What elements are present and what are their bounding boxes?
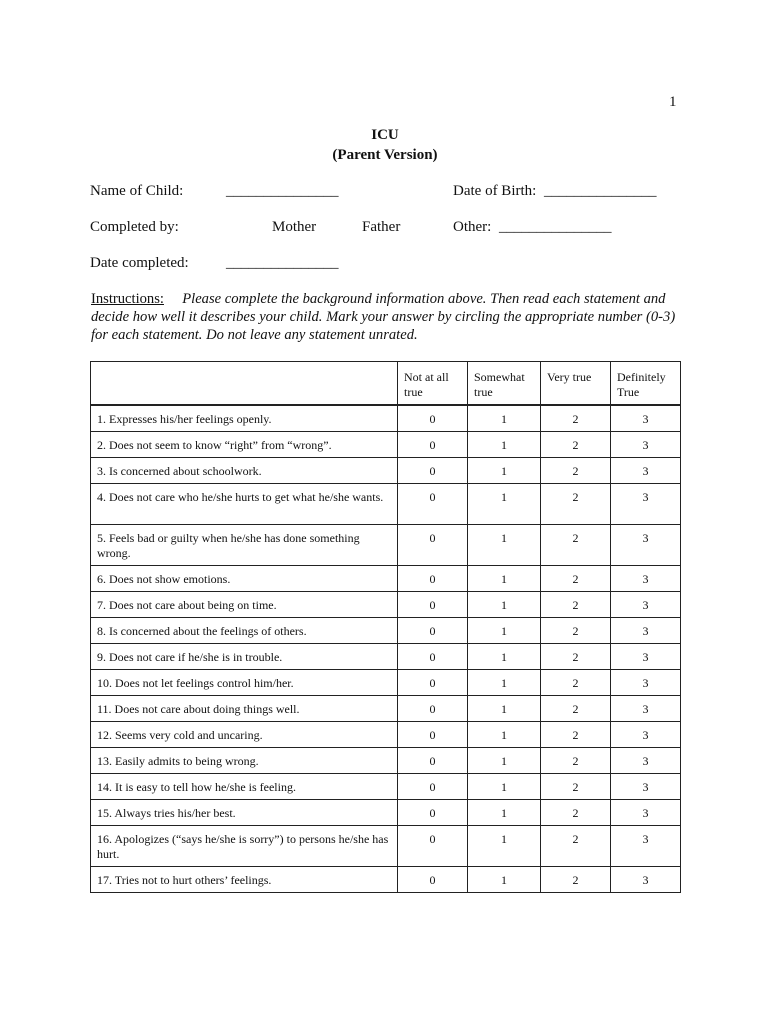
rating-option-0[interactable]: 0 — [398, 695, 468, 721]
rating-option-2[interactable]: 2 — [541, 457, 611, 483]
rating-option-0[interactable]: 0 — [398, 825, 468, 866]
rating-option-1[interactable]: 1 — [468, 721, 541, 747]
rating-option-2[interactable]: 2 — [541, 773, 611, 799]
rating-option-1[interactable]: 1 — [468, 457, 541, 483]
rating-option-3[interactable]: 3 — [611, 721, 681, 747]
date-completed-label: Date completed: — [90, 255, 189, 271]
rating-option-0[interactable]: 0 — [398, 799, 468, 825]
table-header-row — [91, 362, 681, 406]
rating-option-0[interactable]: 0 — [398, 565, 468, 591]
rating-option-2[interactable]: 2 — [541, 799, 611, 825]
instructions-heading: Instructions: — [91, 291, 164, 307]
other-field[interactable]: _______________ — [499, 219, 612, 235]
completed-by-label: Completed by: — [90, 219, 179, 235]
form-subtitle: (Parent Version) — [332, 147, 438, 163]
table-row — [91, 799, 681, 825]
rating-option-1[interactable]: 1 — [468, 825, 541, 866]
table-row — [91, 643, 681, 669]
rating-option-1[interactable]: 1 — [468, 669, 541, 695]
statement-text: 7. Does not care about being on time. — [91, 591, 398, 617]
table-row — [91, 591, 681, 617]
rating-option-1[interactable]: 1 — [468, 565, 541, 591]
table-row — [91, 524, 681, 565]
rating-option-0[interactable]: 0 — [398, 643, 468, 669]
table-row — [91, 773, 681, 799]
rating-option-1[interactable]: 1 — [468, 747, 541, 773]
date-completed-field[interactable]: _______________ — [226, 255, 339, 271]
page-number: 1 — [669, 94, 677, 110]
table-row — [91, 866, 681, 892]
statement-text: 9. Does not care if he/she is in trouble. — [91, 643, 398, 669]
rating-option-3[interactable]: 3 — [611, 405, 681, 431]
rating-option-3[interactable]: 3 — [611, 799, 681, 825]
rating-option-2[interactable]: 2 — [541, 669, 611, 695]
statement-text: 17. Tries not to hurt others’ feelings. — [91, 866, 398, 892]
rating-option-3[interactable]: 3 — [611, 866, 681, 892]
rating-option-3[interactable]: 3 — [611, 483, 681, 524]
statement-text: 1. Expresses his/her feelings openly. — [91, 405, 398, 431]
rating-option-1[interactable]: 1 — [468, 643, 541, 669]
rating-option-1[interactable]: 1 — [468, 695, 541, 721]
statement-text: 8. Is concerned about the feelings of others. — [91, 617, 398, 643]
date-of-birth-field[interactable]: _______________ — [544, 183, 657, 199]
rating-option-0[interactable]: 0 — [398, 524, 468, 565]
table-row — [91, 565, 681, 591]
rating-option-3[interactable]: 3 — [611, 695, 681, 721]
statement-text: 10. Does not let feelings control him/her. — [91, 669, 398, 695]
statement-text: 13. Easily admits to being wrong. — [91, 747, 398, 773]
rating-option-0[interactable]: 0 — [398, 617, 468, 643]
rating-option-1[interactable]: 1 — [468, 431, 541, 457]
rating-option-0[interactable]: 0 — [398, 483, 468, 524]
header-definitely-true: Definitely True — [611, 362, 681, 406]
name-of-child-field[interactable]: _______________ — [226, 183, 339, 199]
table-row — [91, 457, 681, 483]
rating-option-0[interactable]: 0 — [398, 721, 468, 747]
rating-option-0[interactable]: 0 — [398, 669, 468, 695]
table-row — [91, 617, 681, 643]
rating-option-1[interactable]: 1 — [468, 773, 541, 799]
form-title: ICU — [371, 127, 399, 143]
rating-option-3[interactable]: 3 — [611, 825, 681, 866]
statement-text: 6. Does not show emotions. — [91, 565, 398, 591]
rating-option-1[interactable]: 1 — [468, 591, 541, 617]
header-not-at-all-true: Not at all true — [398, 362, 468, 406]
rating-option-1[interactable]: 1 — [468, 405, 541, 431]
rating-option-3[interactable]: 3 — [611, 591, 681, 617]
rating-option-2[interactable]: 2 — [541, 405, 611, 431]
rating-option-2[interactable]: 2 — [541, 431, 611, 457]
rating-option-2[interactable]: 2 — [541, 617, 611, 643]
rating-option-0[interactable]: 0 — [398, 457, 468, 483]
mother-option[interactable]: Mother — [272, 219, 317, 235]
table-row — [91, 747, 681, 773]
rating-option-3[interactable]: 3 — [611, 669, 681, 695]
rating-option-1[interactable]: 1 — [468, 483, 541, 524]
rating-option-3[interactable]: 3 — [611, 431, 681, 457]
rating-option-2[interactable]: 2 — [541, 695, 611, 721]
statement-text: 11. Does not care about doing things well. — [91, 695, 398, 721]
rating-table — [90, 361, 681, 893]
statement-text: 2. Does not seem to know “right” from “wrong”. — [91, 431, 398, 457]
rating-option-3[interactable]: 3 — [611, 747, 681, 773]
statement-text: 14. It is easy to tell how he/she is feeling. — [91, 773, 398, 799]
rating-option-2[interactable]: 2 — [541, 643, 611, 669]
rating-option-2[interactable]: 2 — [541, 721, 611, 747]
rating-option-3[interactable]: 3 — [611, 617, 681, 643]
table-row — [91, 405, 681, 431]
rating-option-3[interactable]: 3 — [611, 457, 681, 483]
statement-text: 5. Feels bad or guilty when he/she has done something wrong. — [91, 524, 398, 565]
date-of-birth-label: Date of Birth: — [453, 183, 537, 199]
statement-text: 4. Does not care who he/she hurts to get what he/she wants. — [91, 483, 398, 524]
name-of-child-label: Name of Child: — [90, 183, 184, 199]
statement-text: 12. Seems very cold and uncaring. — [91, 721, 398, 747]
rating-option-1[interactable]: 1 — [468, 617, 541, 643]
rating-option-0[interactable]: 0 — [398, 866, 468, 892]
table-row — [91, 695, 681, 721]
instructions-text: Please complete the background information above. Then read each statement and decide how well it describes your child. Mark your answer by circling the appropriate number (0-3) for each statement. Do not leave any statement unrated. — [91, 291, 676, 343]
rating-option-2[interactable]: 2 — [541, 591, 611, 617]
rating-option-3[interactable]: 3 — [611, 643, 681, 669]
other-label: Other: — [453, 219, 492, 235]
rating-option-1[interactable]: 1 — [468, 799, 541, 825]
rating-option-0[interactable]: 0 — [398, 773, 468, 799]
rating-option-1[interactable]: 1 — [468, 866, 541, 892]
header-statement — [91, 362, 398, 406]
rating-option-0[interactable]: 0 — [398, 431, 468, 457]
father-option[interactable]: Father — [362, 219, 401, 235]
table-row — [91, 431, 681, 457]
rating-option-1[interactable]: 1 — [468, 524, 541, 565]
rating-option-2[interactable]: 2 — [541, 825, 611, 866]
rating-option-2[interactable]: 2 — [541, 866, 611, 892]
rating-option-2[interactable]: 2 — [541, 483, 611, 524]
rating-option-2[interactable]: 2 — [541, 524, 611, 565]
table-row — [91, 669, 681, 695]
rating-option-0[interactable]: 0 — [398, 747, 468, 773]
rating-option-2[interactable]: 2 — [541, 747, 611, 773]
table-row — [91, 825, 681, 866]
rating-option-3[interactable]: 3 — [611, 565, 681, 591]
instructions — [91, 290, 676, 344]
table-row — [91, 721, 681, 747]
statement-text: 3. Is concerned about schoolwork. — [91, 457, 398, 483]
rating-option-0[interactable]: 0 — [398, 591, 468, 617]
statement-text: 16. Apologizes (“says he/she is sorry”) to persons he/she has hurt. — [91, 825, 398, 866]
rating-option-2[interactable]: 2 — [541, 565, 611, 591]
header-very-true: Very true — [541, 362, 611, 406]
rating-option-3[interactable]: 3 — [611, 524, 681, 565]
table-row — [91, 483, 681, 524]
rating-option-3[interactable]: 3 — [611, 773, 681, 799]
statement-text: 15. Always tries his/her best. — [91, 799, 398, 825]
header-somewhat-true: Somewhat true — [468, 362, 541, 406]
rating-option-0[interactable]: 0 — [398, 405, 468, 431]
